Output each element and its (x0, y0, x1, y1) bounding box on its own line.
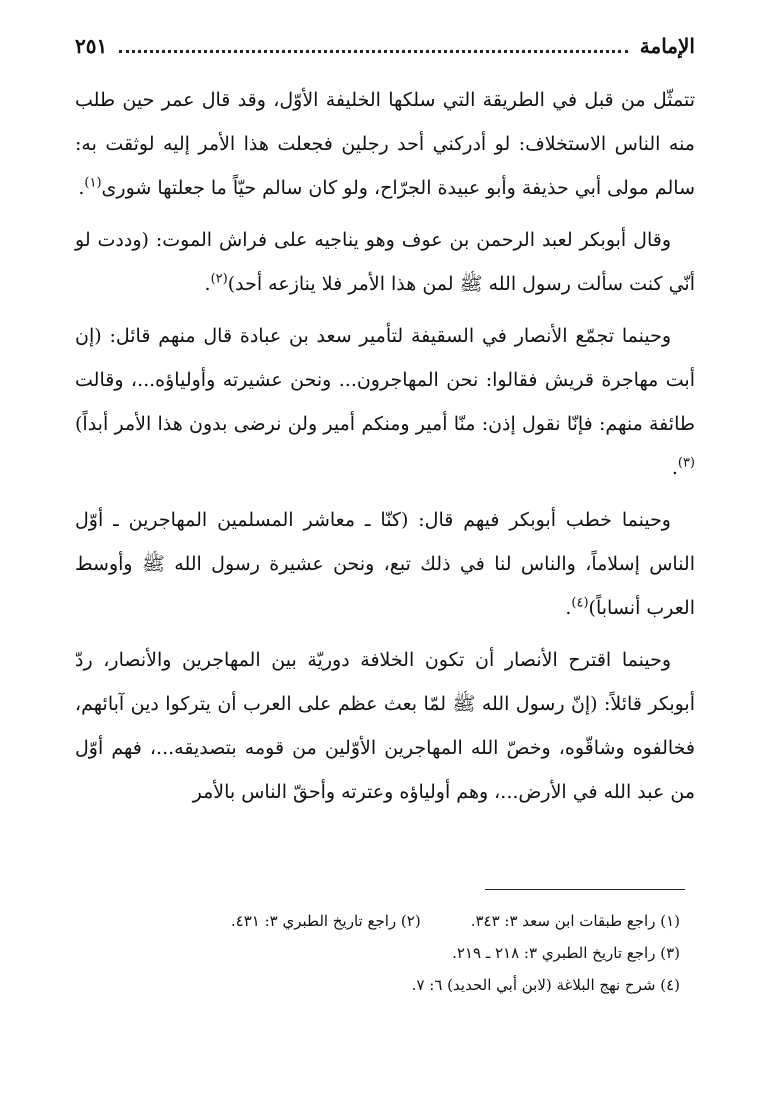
paragraph-text: وقال أبوبكر لعبد الرحمن بن عوف وهو يناجيه على فراش الموت: (وددت لو أنّي كنت سألت رسول الله ﷺ لمن هذا الأمر فلا ينازعه أحد) (75, 229, 695, 295)
running-header (75, 28, 695, 64)
footnote-row (120, 905, 680, 937)
footnote-1: (١) راجع طبقات ابن سعد ٣: ٣٤٣. (470, 912, 680, 930)
footnote-3: (٣) راجع تاريخ الطبري ٣: ٢١٨ ـ ٢١٩. (452, 944, 680, 962)
footnote-ref: (٢) (210, 271, 228, 287)
paragraph: وحينما خطب أبوبكر فيهم قال: (كنّا ـ معاشر المسلمين المهاجرين ـ أوّل الناس إسلاماً، والناس لنا في ذلك تبع، ونحن عشيرة رسول الله ﷺ وأوسط العرب أنساباً)$^{(٤)}$. (75, 509, 695, 619)
paragraph-text: وحينما تجمّع الأنصار في السقيفة لتأمير سعد بن عبادة قال منهم قائل: (إن أبت مهاجرة قريش فقالوا: نحن المهاجرون... ونحن عشيرته وأولياؤه...، وقالت طائفة منهم: فإنّا نقول إذن: منّا أمير ومنكم أمير ولن نرضى بدون هذا الأمر أبداً) (75, 325, 695, 435)
footnote-2: (٢) راجع تاريخ الطبري ٣: ٤٣١. (230, 912, 421, 930)
paragraph-text: وحينما خطب أبوبكر فيهم قال: (كنّا ـ معاشر المسلمين المهاجرين ـ أوّل الناس إسلاماً، والناس لنا في ذلك تبع، ونحن عشيرة رسول الله ﷺ وأوسط العرب أنساباً) (75, 509, 695, 619)
footnote-ref: (٤) (571, 595, 589, 611)
footnote-ref: (٣) (677, 455, 695, 471)
paragraph-text: وحينما اقترح الأنصار أن تكون الخلافة دوريّة بين المهاجرين والأنصار، ردّ أبوبكر قائلاً: (إنّ رسول الله ﷺ لمّا بعث عظم على العرب أن يتركوا دين آبائهم، فخالفوه وشاقّوه، وخصّ الله المهاجرين الأوّلين من قومه بتصديقه...، فهم أوّل من عبد الله في الأرض...، وهم أولياؤه وعترته وأحقّ الناس بالأمر (75, 649, 695, 803)
main-text (75, 78, 695, 822)
paragraph: وقال أبوبكر لعبد الرحمن بن عوف وهو يناجيه على فراش الموت: (وددت لو أنّي كنت سألت رسول الله ﷺ لمن هذا الأمر فلا ينازعه أحد)$^{(٢)}$. (75, 229, 695, 295)
paragraph: تتمثّل من قبل في الطريقة التي سلكها الخليفة الأوّل، وقد قال عمر حين طلب منه الناس الاستخلاف: لو أدركني أحد رجلين فجعلت هذا الأمر إليه لوثقت به: سالم مولى أبي حذيفة وأبو عبيدة الجرّاح، ولو كان سالم حيّاً ما جعلتها شورى$^{(١)}$. (75, 89, 695, 199)
running-title: الإمامة (639, 34, 695, 58)
paragraph (75, 638, 695, 814)
footnote-ref: (١) (84, 175, 102, 191)
footnote-row (120, 969, 680, 1001)
footnotes (120, 905, 680, 1001)
paragraph-text: تتمثّل من قبل في الطريقة التي سلكها الخليفة الأوّل، وقد قال عمر حين طلب منه الناس الاستخلاف: لو أدركني أحد رجلين فجعلت هذا الأمر إليه لوثقت به: سالم مولى أبي حذيفة وأبو عبيدة الجرّاح، ولو كان سالم حيّاً ما جعلتها شورى (75, 89, 695, 199)
footnote-separator (485, 889, 685, 890)
page-number: ٢٥١ (75, 34, 108, 58)
footnote-row (120, 937, 680, 969)
footnote-4: (٤) شرح نهج البلاغة (لابن أبي الحديد) ٦: ٧. (411, 976, 680, 994)
dotted-leader (119, 40, 628, 53)
paragraph: وحينما تجمّع الأنصار في السقيفة لتأمير سعد بن عبادة قال منهم قائل: (إن أبت مهاجرة قريش فقالوا: نحن المهاجرون... ونحن عشيرته وأولياؤه...، وقالت طائفة منهم: فإنّا نقول إذن: منّا أمير ومنكم أمير ولن نرضى بدون هذا الأمر أبداً)$^{(٣)}$. (75, 325, 695, 479)
